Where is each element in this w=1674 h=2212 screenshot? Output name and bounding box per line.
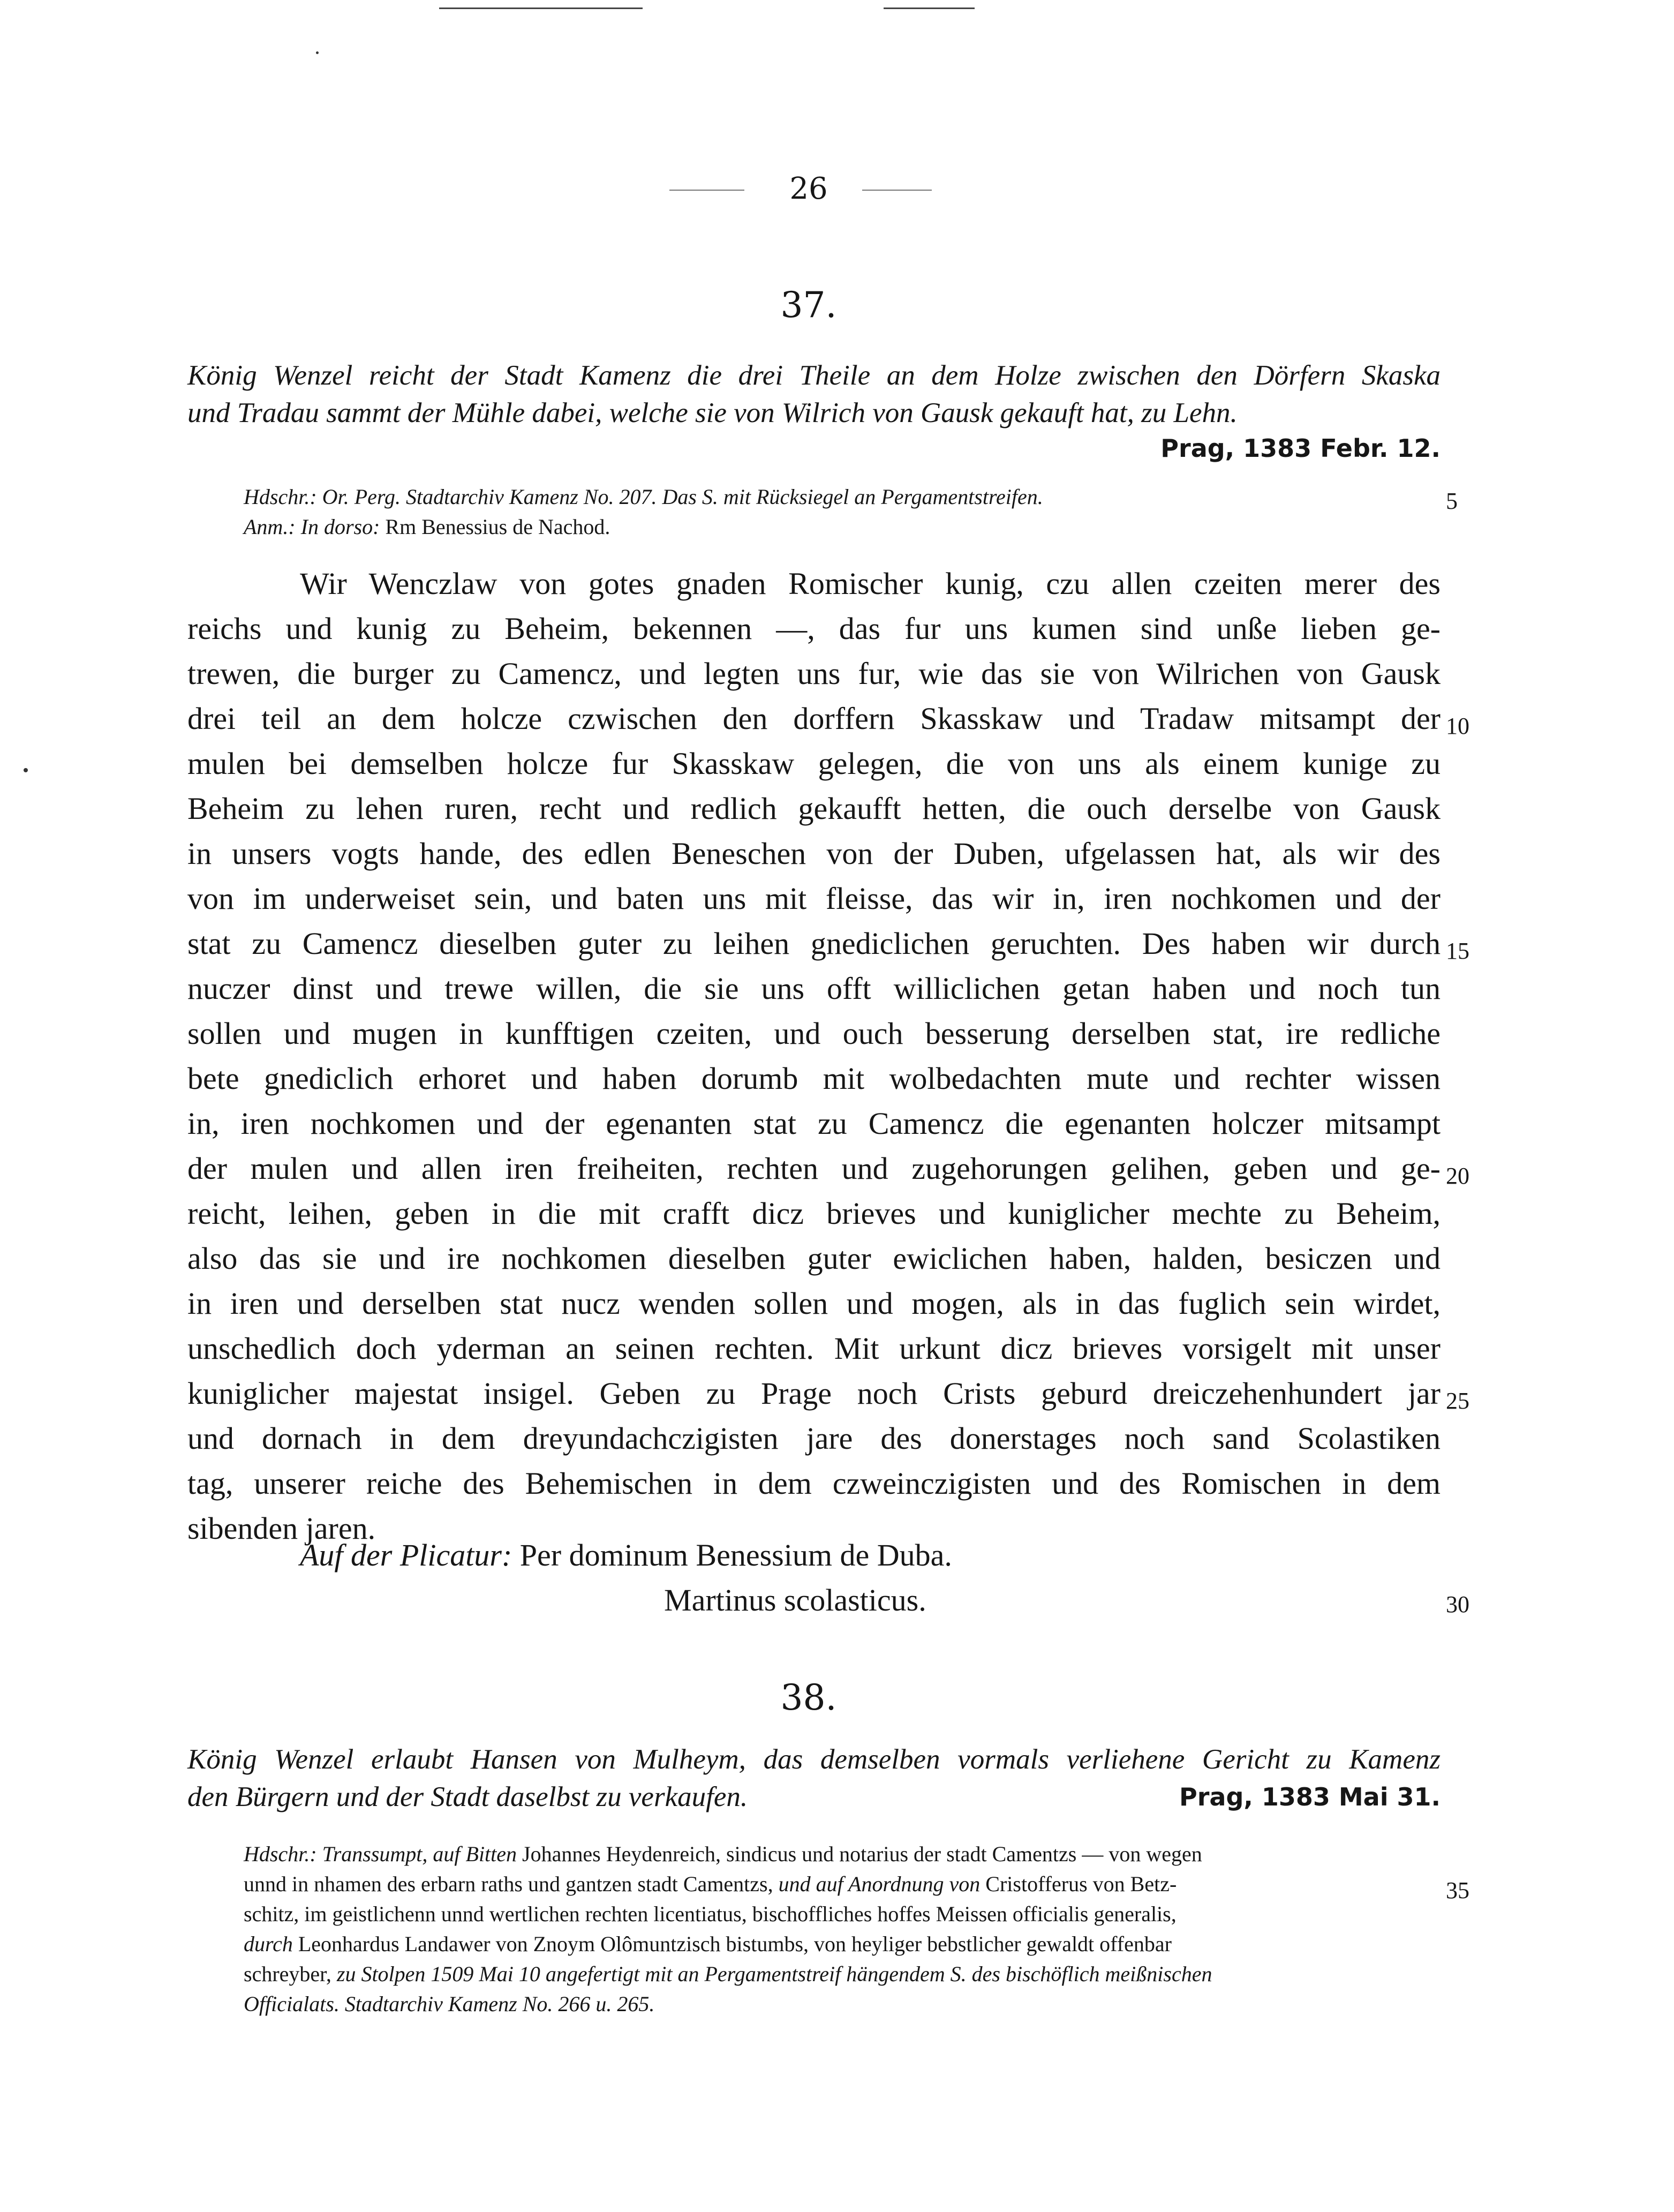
text-line: Wir Wenczlaw von gotes gnaden Romischer kunig, czu allen czeiten merer des [300,566,1441,601]
apparatus-text: Cristofferus von Betz- [980,1872,1177,1896]
apparatus-label: Hdschr.: [244,485,317,509]
line-number: 5 [1446,488,1458,514]
text-line: reicht, leihen, geben in die mit crafft dicz brieves und kuniglicher mechte zu Beheim, [187,1196,1441,1231]
line-number: 15 [1446,938,1469,964]
line-number: 30 [1446,1591,1469,1617]
apparatus-ital: In dorso: [300,515,380,539]
scan-speck [24,768,28,772]
text-line: der mulen und allen iren freiheiten, rechten und zugehorungen gelihen, geben und ge- [187,1151,1441,1186]
apparatus-line [244,1959,1438,1989]
text-line: trewen, die burger zu Camencz, und legten uns fur, wie das sie von Wilrichen von Gausk [187,656,1441,691]
page-number: 26 [789,171,828,206]
apparatus-text: Rm Benessius de Nachod. [385,515,610,539]
text-line: bete gnediclich erhoret und haben dorumb mit wolbedachten mute und rechter wissen [187,1061,1441,1096]
scan-speck [316,51,319,54]
regest [187,357,1441,432]
apparatus-line [244,1899,1438,1929]
plicatur-text: Per dominum Benessium de Duba. [519,1538,952,1573]
document-text [187,561,1441,1551]
text-line: reichs und kunig zu Beheim, bekennen —, das fur uns kumen sind unße lieben ge- [187,611,1441,646]
text-line: also das sie und ire nochkomen dieselben guter ewiclichen haben, halden, besiczen und [187,1241,1441,1276]
text-line: unschedlich doch yderman an seinen rechten. Mit urkunt dicz brieves vorsigelt mit unser [187,1331,1441,1366]
line-number: 35 [1446,1877,1469,1903]
apparatus-ital: und auf Anordnung von [778,1872,981,1896]
apparatus-line [244,1929,1438,1959]
apparatus-line [244,482,1438,512]
text-line: in unsers vogts hande, des edlen Beneschen von der Duben, ufgelassen hat, als wir des [187,836,1441,871]
text-line: Beheim zu lehen ruren, recht und redlich gekaufft hetten, die ouch derselbe von Gausk [187,791,1441,826]
top-edge-rule [439,7,643,9]
regest-line: und Tradau sammt der Mühle dabei, welche sie von Wilrich von Gausk gekauft hat, zu Lehn. [187,397,1238,428]
text-line: mulen bei demselben holcze fur Skasskaw gelegen, die von uns als einem kunige zu [187,746,1441,781]
apparatus-text: Leonhardus Landawer von Znoym Olômuntzisch bistumbs, von heyliger bebstlicher gewaldt offenbar [292,1932,1172,1956]
apparatus-text: unnd in nhamen des erbarn raths und gantzen stadt Camentzs, [244,1872,779,1896]
text-line: von im underweiset sein, und baten uns mit fleisse, das wir in, iren nochkomen und der [187,881,1441,916]
apparatus-ital: Officialats. Stadtarchiv Kamenz No. 266 u. 265. [244,1992,655,2016]
plicatur-note [300,1533,952,1578]
scribe-name: Martinus scolasticus. [664,1583,926,1617]
text-line: nuczer dinst und trewe willen, die sie uns offt williclichen getan haben und noch tun [187,971,1441,1006]
apparatus-label: Anm.: [244,515,296,539]
document-number: 37. [780,284,837,326]
text-line: sollen und mugen in kunfftigen czeiten, und ouch besserung derselben stat, ire redliche [187,1016,1441,1051]
apparatus-ital: durch [244,1932,293,1956]
apparatus-ital: Hdschr.: Transsumpt, auf Bitten [244,1842,517,1866]
apparatus-text: schreyber, [244,1962,337,1986]
text-line: tag, unserer reiche des Behemischen in dem czweinczigisten und des Romischen in dem [187,1466,1441,1501]
document-number: 38. [780,1677,837,1718]
line-number: 20 [1446,1163,1469,1189]
text-line: in, iren nochkomen und der egenanten stat zu Camencz die egenanten holczer mitsampt [187,1106,1441,1141]
text-line: in iren und derselben stat nucz wenden sollen und mogen, als in das fuglich sein wirdet, [187,1286,1441,1321]
top-edge-rule [884,7,975,9]
regest-line: König Wenzel erlaubt Hansen von Mulheym, das demselben vormals verliehene Gericht zu Kamenz [187,1744,1441,1775]
text-line: und dornach in dem dreyundachczigisten jare des donerstages noch sand Scolastiken [187,1421,1441,1456]
apparatus-text: schitz, im geistlichenn unnd wertlichen rechten licentiatus, bischoffliches hoffes Meissen officialis generalis, [244,1902,1177,1926]
page-number-dash [862,190,932,191]
apparatus [244,1839,1438,2019]
apparatus-text: Or. Perg. Stadtarchiv Kamenz No. 207. Das S. mit Rücksiegel an Pergamentstreifen. [322,485,1043,509]
apparatus-line [244,512,1438,542]
apparatus-text: Johannes Heydenreich, sindicus und notarius der stadt Camentzs — von wegen [517,1842,1202,1866]
apparatus-ital: zu Stolpen 1509 Mai 10 angefertigt mit an Pergamentstreif hängendem S. des bischöflich meißnischen [336,1962,1212,1986]
text-line: sibenden jaren. [187,1511,376,1546]
apparatus-line [244,1989,1438,2019]
document-date: Prag, 1383 Febr. 12. [1160,434,1441,463]
text-line: kuniglicher majestat insigel. Geben zu Prage noch Crists geburd dreiczehenhundert jar [187,1376,1441,1411]
apparatus [244,482,1438,542]
regest-line: den Bürgern und der Stadt daselbst zu verkaufen. [187,1781,748,1812]
line-number: 10 [1446,713,1469,739]
apparatus-line [244,1869,1438,1899]
plicatur-label: Auf der Plicatur: [300,1538,512,1573]
line-number: 25 [1446,1388,1469,1414]
apparatus-line [244,1839,1438,1869]
document-date: Prag, 1383 Mai 31. [1179,1782,1441,1811]
regest-line: König Wenzel reicht der Stadt Kamenz die drei Theile an dem Holze zwischen den Dörfern Skaska [187,360,1441,391]
text-line: drei teil an dem holcze czwischen den dorffern Skasskaw und Tradaw mitsampt der [187,701,1441,736]
text-line: stat zu Camencz dieselben guter zu leihen gnediclichen geruchten. Des haben wir durch [187,926,1441,961]
page-number-dash [669,190,744,191]
